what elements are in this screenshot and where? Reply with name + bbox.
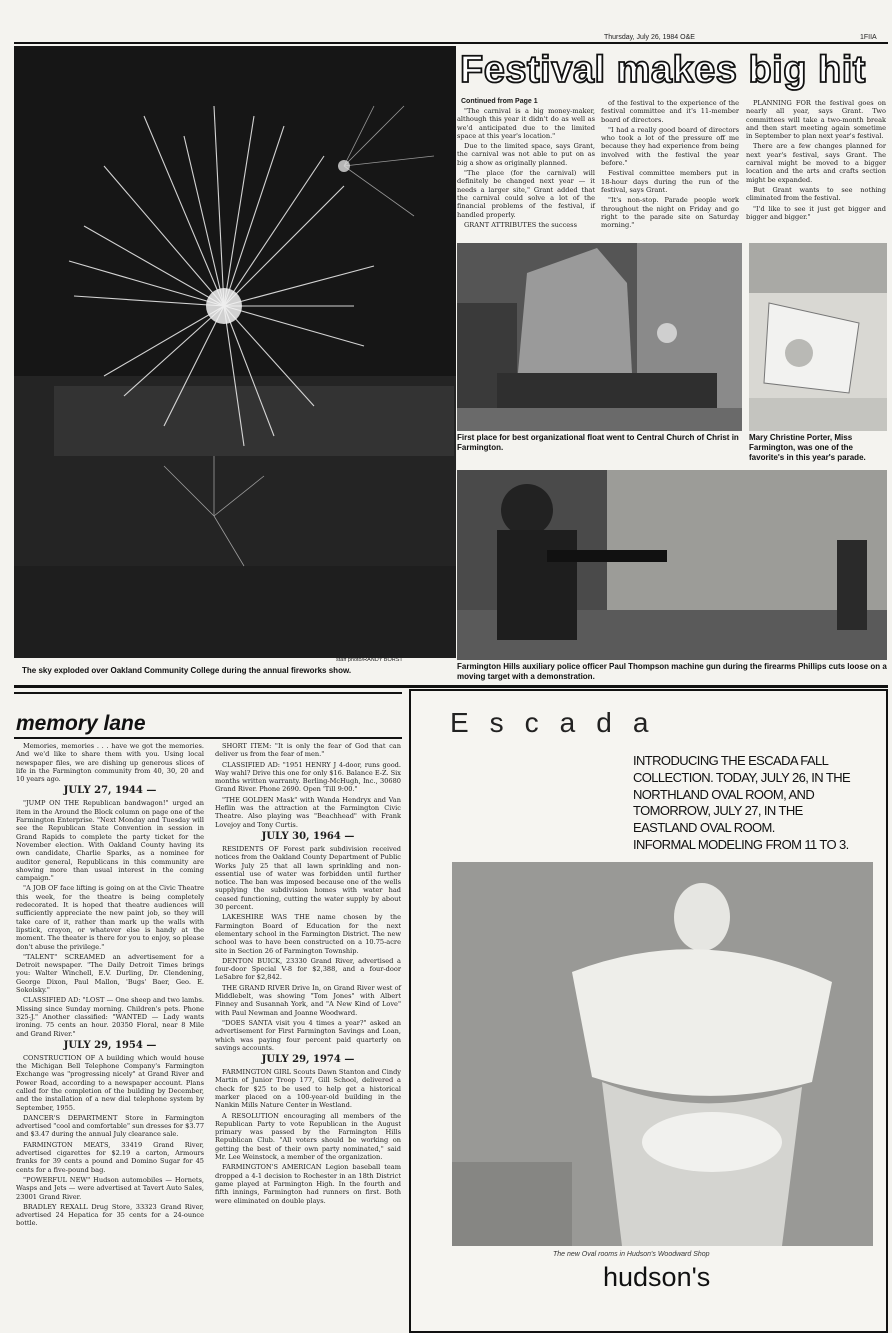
ad-line: EASTLAND OVAL ROOM.	[633, 820, 775, 836]
top-rule	[14, 42, 888, 44]
memory-lane-column-2	[215, 742, 401, 1207]
paragraph: "The carnival is a big money-maker, although this year it didn't do as well as we'd anticipated due to the limited space at this year's location."	[457, 107, 595, 140]
memory-lane-column-1	[16, 742, 204, 1230]
ad-line: COLLECTION. TODAY, JULY 26, IN THE	[633, 769, 851, 785]
float-graphic	[457, 243, 742, 431]
date-heading: JULY 29, 1974 —	[261, 1054, 355, 1066]
paragraph: A RESOLUTION encouraging all members of the Republican Party to vote Republican in the August primary was passed by the Farmington Hills Republican Club. "All voters should be working on getting the best of their own party nominated," said Mr. Lee Weinstock, a member of the organization.	[215, 1111, 401, 1162]
paragraph: FARMINGTON GIRL Scouts Dawn Stanton and Cindy Martin of Junior Troop 177, Gill School, delivered a check for $25 to be used to help get a historical marker placed on a 100-year-old building in the Nankin Mills Nature Center in Westland.	[215, 1068, 402, 1110]
date-heading: JULY 27, 1944 —	[63, 785, 157, 797]
paragraph: FARMINGTON MEATS, 33419 Grand River, advertised cigarettes for $2.19 a carton, Armours franks for 39 cents a pound and Domino Sugar for 45 cents for a five-pound bag.	[16, 1140, 204, 1174]
float-photo	[457, 243, 742, 431]
porter-caption: Mary Christine Porter, Miss Farmington, was one of the favorite's in this year's parade.	[749, 433, 866, 462]
paragraph: "It's non-stop. Parade people work throughout the night on Friday and go right to the parade site on Saturday morning."	[601, 196, 739, 230]
fireworks-graphic	[14, 46, 456, 658]
paragraph: "JUMP ON THE Republican bandwagon!" urged an item in the Around the Block column on page one of the Farmington Enterprise. "Next Monday and Tuesday will see the Republican State Convention in session in Grand Rapids to complete the party ticket for the November election. With Oakland County having its own candidate, Charlie Sparks, as a nominee for auditor general, Republicans in this community are showing more than usual interest in the coming campaign."	[16, 799, 204, 883]
paragraph: "THE GOLDEN Mask" with Wanda Hendryx and Van Heflin was the attraction at the Farmington Civic Theatre. Also playing was "Beachhead" with Frank Lovejoy and Tony Curtis.	[215, 795, 401, 829]
festival-headline: Festival makes big hit	[460, 49, 866, 91]
paragraph: Memories, memories . . . have we got the memories. And we'd like to share them with you. Using local newspaper files, we are dishing up generous slices of life in the Farmington community from 40, 30, 20 and 10 years ago.	[16, 742, 204, 784]
police-photo	[457, 470, 887, 660]
paragraph: There are a few changes planned for next year's festival, says Grant. The carnival might be moved to a bigger location and the arts and crafts section might be expanded.	[746, 142, 886, 184]
date-heading: JULY 30, 1964 —	[261, 830, 355, 842]
paragraph: SHORT ITEM: "It is only the fear of God that can deliver us from the fear of men."	[215, 742, 401, 759]
paragraph: DANCER'S DEPARTMENT Store in Farmington advertised "cool and comfortable" sun dresses for $3.77 and $3.47 during the annual July clearance sale.	[16, 1113, 205, 1139]
paragraph: "TALENT" SCREAMED an advertisement for a Detroit newspaper. "The Daily Detroit Times brings you: Walter Winchell, E.V. Durling, Dr. Clendening, George Dixon, Paul Mallon, 'Bugs' Baer, Geo. E. Sokolsky."	[16, 952, 204, 995]
paragraph: CLASSIFIED AD: "LOST — One sheep and two lambs. Missing since Sunday morning. Children's pets. Phone 325-J." Another classified: "WANTED — Lady wants ironing. 75 cents an hour. 20350 Floral, near 8 Mile and Grand River."	[16, 996, 204, 1038]
porter-photo	[749, 243, 887, 431]
paragraph: But Grant wants to see nothing climinated from the festival.	[746, 185, 886, 203]
ad-line: TOMORROW, JULY 27, IN THE	[633, 803, 803, 819]
paragraph: GRANT ATTRIBUTES the success	[464, 220, 577, 229]
model-graphic	[452, 862, 873, 1246]
memory-lane-title: memory lane	[16, 712, 146, 735]
paragraph: DENTON BUICK, 23330 Grand River, advertised a four-door Special V-8 for $2,388, and a four-door LeSabre for $2,842.	[215, 956, 401, 982]
paragraph: CONSTRUCTION OF A building which would house the Michigan Bell Telephone Company's Farmington Exchange was "progressing nicely" at Grand River and Power Road, according to a newspaper account. Plans called for the completion of the building by December, and the installation of a new dial telephone system by September, 1955.	[16, 1053, 204, 1112]
escada-brand: Escada	[450, 707, 670, 738]
fireworks-caption: The sky exploded over Oakland Community College during the annual fireworks show.	[22, 666, 352, 675]
paragraph: "POWERFUL NEW" Hudson automobiles — Hornets, Wasps and Jets — were advertised at Tavert Auto Sales, 23001 Grand River.	[16, 1175, 204, 1201]
police-caption: Farmington Hills auxiliary police officer Paul Thompson machine gun during the firearms Phillips cuts loose on a moving target with a demonstration.	[457, 662, 887, 681]
paragraph: "I had a really good board of directors who took a lot of the pressure off me because they had experience from being involved with the festival the year before."	[601, 125, 739, 168]
ad-tagline: The new Oval rooms in Hudson's Woodward Shop	[553, 1251, 710, 1258]
paragraph: "The place (for the carnival) will definitely be changed next year — it needs a larger site," Grant added that the carnival could solve a lot of the financial problems of the festival, if handled properly.	[457, 169, 595, 219]
continued-from: Continued from Page 1	[461, 98, 538, 105]
ad-line: INFORMAL MODELING FROM 11 TO 3.	[633, 836, 849, 852]
paragraph: BRADLEY REXALL Drug Store, 33323 Grand River, advertised 24 Hepatica for 35 cents for a 24-ounce bottle.	[16, 1202, 204, 1228]
paragraph: "DOES SANTA visit you 4 times a year?" asked an advertisement for First Farmington Savings and Loan, which was paying four percent paid quarterly on savings accounts.	[215, 1018, 401, 1052]
paragraph: Festival committee members put in 18-hour days during the run of the festival, says Grant.	[601, 169, 739, 194]
festival-column-1	[457, 107, 595, 231]
ad-line: INTRODUCING THE ESCADA FALL	[633, 753, 829, 768]
section-divider	[14, 685, 888, 688]
porter-graphic	[749, 243, 887, 431]
paragraph: of the festival to the experience of the festival committee and it's 11-member board of directors.	[601, 99, 739, 124]
paragraph: THE GRAND RIVER Drive In, on Grand River west of Middlebelt, was showing "Tom Jones" with Albert Finney and Susannah York, and "A New Kind of Love" with Paul Newman and Joanne Woodward.	[215, 983, 401, 1017]
ad-copy	[633, 753, 873, 854]
hudsons-logo: hudson's	[603, 1262, 711, 1292]
paragraph: Due to the limited space, says Grant, the carnival was not able to put on as big a show as originally planned.	[457, 142, 595, 167]
paragraph: LAKESHIRE WAS THE name chosen by the Farmington Board of Education for the next elementary school in the Farmington District. The new school was to have been constructed on a 10.75-acre site in Section 26 of Farmington Township.	[215, 913, 401, 955]
festival-column-2	[601, 99, 739, 231]
photo-credit: staff photo/RANDY BORST	[336, 657, 403, 663]
paragraph: "I'd like to see it just get bigger and bigger and bigger."	[746, 204, 886, 221]
float-caption: First place for best organizational float went to Central Church of Christ in Farmington.	[457, 433, 739, 452]
model-photo	[452, 862, 873, 1246]
folio-page-number: 1FIIA	[860, 34, 877, 41]
police-graphic	[457, 470, 887, 660]
paragraph: "A JOB OF face lifting is going on at the Civic Theatre this week, for the theatre is being completely redecorated. It is hoped that theatre audiences will sufficiently appreciate the new paint job, so they will take care of it, rather than mark up the walls with lipstick, crayon, or whatever else is handy at the moment. The theater is there for you to enjoy, so please don't abuse the privilege."	[16, 884, 204, 951]
paragraph: PLANNING FOR the festival goes on nearly all year, says Grant. Two committees will take a two-month break and then start meeting again sometime in September to plan next year's festival.	[746, 99, 886, 141]
paragraph: RESIDENTS OF Forest park subdivision received notices from the Oakland County Department of Public Works July 25 that all lawn sprinkling and non-essential use of water was forbidden until further notice. The ban was imposed because one of the wells supplying the subdivision homes with water had ceased functioning, cutting the water supply by about 30 percent.	[215, 844, 401, 912]
date-heading: JULY 29, 1954 —	[63, 1039, 157, 1051]
memory-lane-top-rule	[14, 692, 402, 694]
fireworks-photo	[14, 46, 456, 658]
memory-lane-title-rule	[14, 737, 402, 739]
folio-date: Thursday, July 26, 1984 O&E	[604, 34, 695, 41]
ad-line: NORTHLAND OVAL ROOM, AND	[633, 786, 815, 802]
paragraph: CLASSIFIED AD: "1951 HENRY J 4-door, runs good. Way wahl? Drive this one for only $16. Balance E-Z. Six months written warranty. Berling-McHugh, Inc., 30680 Grand River. Phone 2690. Open 'Till 9:00."	[215, 760, 401, 794]
paragraph: FARMINGTON'S AMERICAN Legion baseball team dropped a 4-1 decision to Rochester in an 18th District game played at Farmington High. In the fourth and fifth innings, Farmington had runners on first. Both were eliminated on double plays.	[215, 1163, 401, 1205]
festival-column-3	[746, 99, 886, 223]
